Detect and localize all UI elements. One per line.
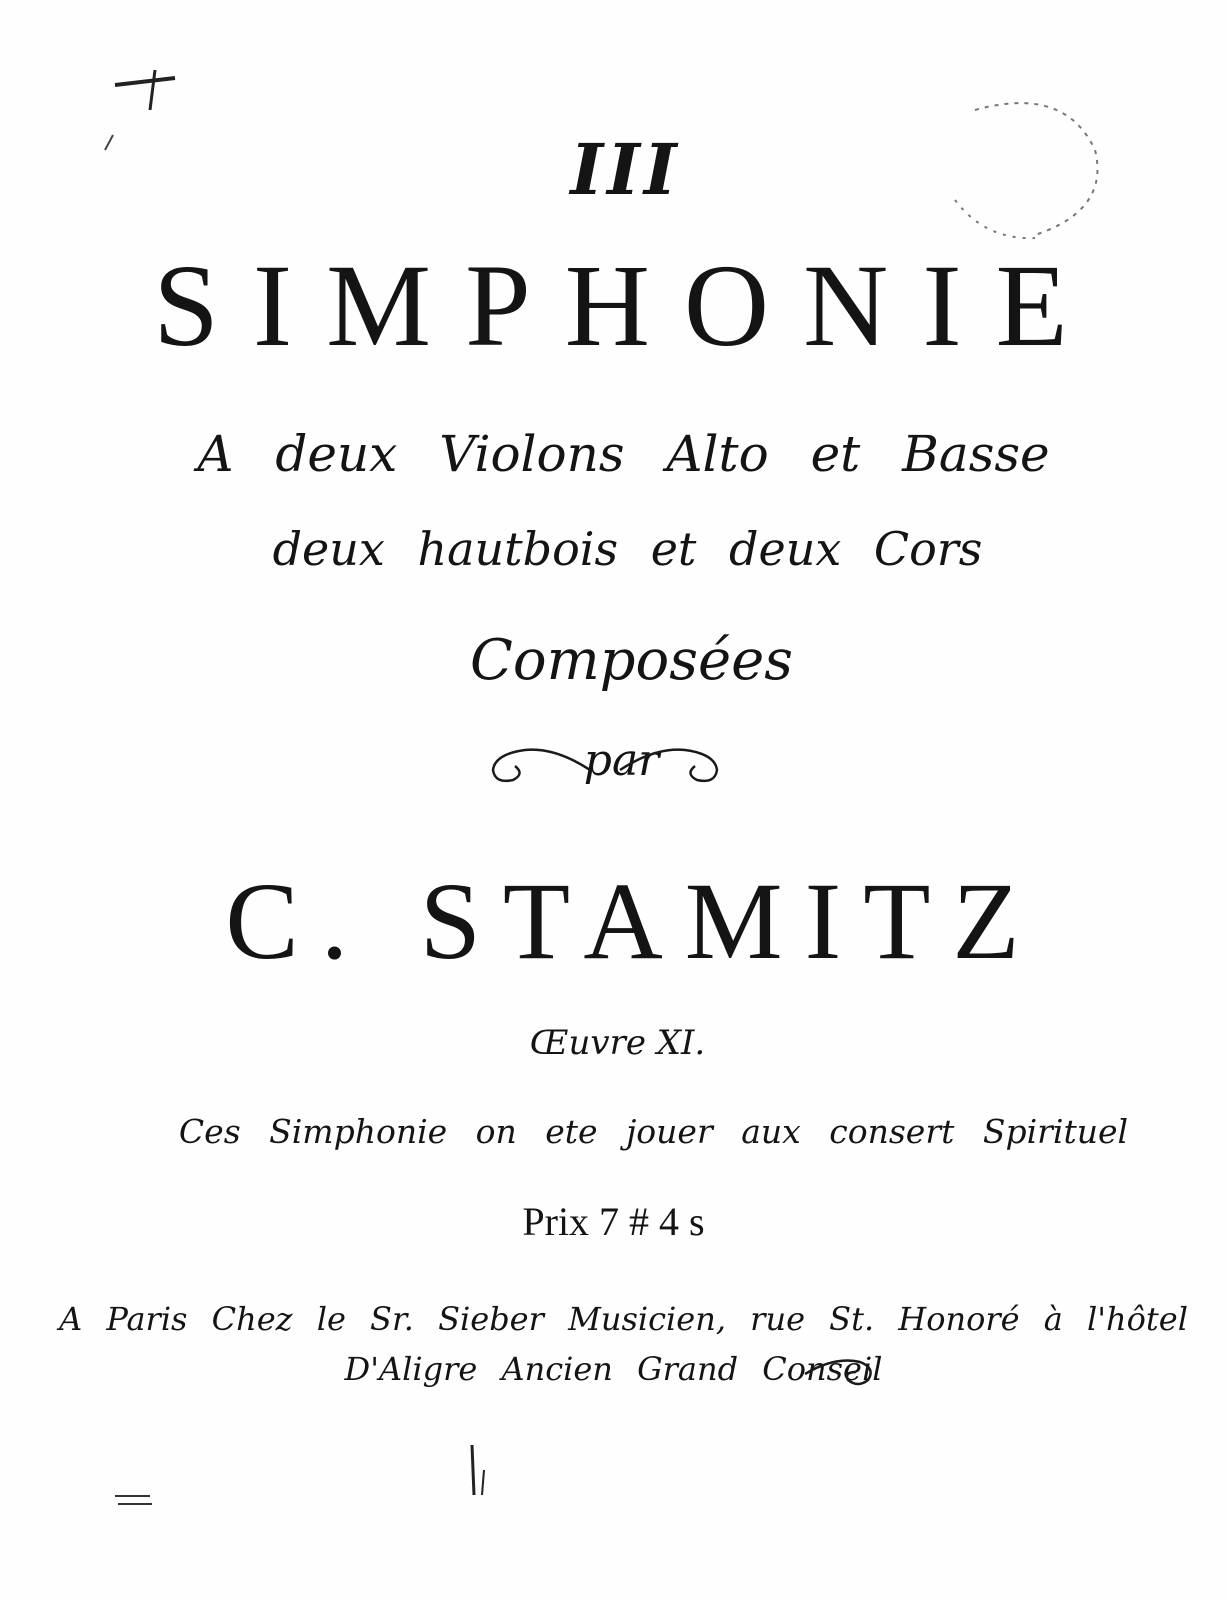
performance-note: Ces Simphonie on ete jouer aux consert Spirituel	[178, 1112, 1129, 1151]
bottom-mark	[460, 1440, 500, 1500]
roman-numeral: III	[570, 128, 681, 211]
page-title: SIMPHONIE	[153, 240, 1102, 371]
composer-name: C. STAMITZ	[225, 860, 1042, 982]
by-label: par	[583, 735, 660, 786]
instruments-line-2: deux hautbois et deux Cors	[272, 522, 983, 576]
right-flourish	[615, 742, 725, 792]
publisher-line-2: D'Aligre Ancien Grand Conseil	[344, 1350, 883, 1388]
price: Prix 7 # 4 s	[522, 1199, 705, 1244]
publisher-line-1: A Paris Chez le Sr. Sieber Musicien, rue St. Honoré à l'hôtel	[59, 1300, 1188, 1338]
instruments-line-1: A deux Violons Alto et Basse	[197, 425, 1050, 483]
opus-number: Œuvre XI.	[529, 1023, 706, 1063]
bottom-left-mark	[110, 1490, 160, 1510]
address-flourish	[800, 1352, 880, 1392]
composed-label: Composées	[470, 628, 793, 693]
